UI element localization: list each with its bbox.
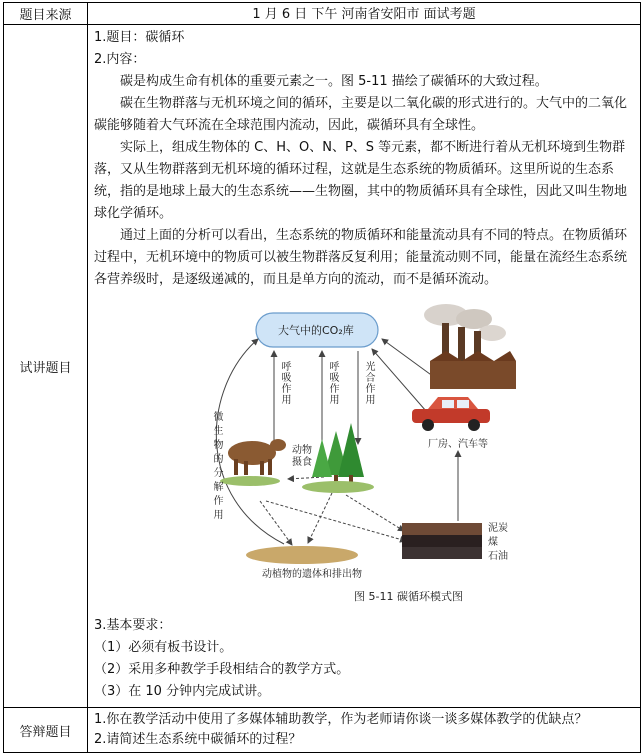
fuel-label-peat: 泥炭 bbox=[488, 523, 508, 534]
atmosphere-label: 大气中的CO₂库 bbox=[278, 324, 354, 337]
defense-question-1: 1.你在教学活动中使用了多媒体辅助教学，作为老师请你谈一谈多媒体教学的优缺点？ bbox=[94, 712, 588, 727]
animal-remains-arrow bbox=[260, 501, 292, 545]
animal-fuel-arrow bbox=[266, 501, 406, 541]
content-label: 2.内容： bbox=[94, 52, 146, 67]
respiration-label-1: 呼吸作用 bbox=[279, 361, 290, 405]
remains-pile bbox=[246, 546, 358, 564]
respiration-label-2: 呼吸作用 bbox=[327, 361, 338, 405]
defense-content-cell bbox=[88, 708, 641, 753]
remains-label: 动植物的遗体和排出物 bbox=[262, 569, 362, 580]
paragraph-3: 实际上，组成生物体的 C、H、O、N、P、S 等元素，都不断进行着从无机环境到生物群落，又从生物群落到无机环境的循环过程，这就是生态系统的物质循环。这里所说的生态系统，指的是地球上最大的生态系统——生物圈，其中的物质循环具有全球性，因此又叫生物地球化学循环。 bbox=[94, 140, 628, 221]
source-value: 1 月 6 日 下午 河南省安阳市 面试考题 bbox=[88, 3, 641, 25]
factory-arrow bbox=[382, 339, 434, 377]
paragraph-2: 碳在生物群落与无机环境之间的循环，主要是以二氧化碳的形式进行的。大气中的二氧化碳能够随着大气环流在全球范围内流动，因此，碳循环具有全球性。 bbox=[94, 96, 628, 133]
requirement-2: （2）采用多种教学手段相结合的教学方式。 bbox=[94, 662, 350, 677]
defense-question-2: 2.请简述生态系统中碳循环的过程？ bbox=[94, 732, 302, 747]
animal-eating-label: 动物摄食 bbox=[292, 445, 312, 468]
exam-sheet-table bbox=[3, 2, 641, 753]
plant-remains-arrow bbox=[308, 493, 332, 543]
animal-eating-arrow bbox=[288, 477, 324, 479]
paragraph-4: 通过上面的分析可以看出，生态系统的物质循环和能量流动具有不同的特点。在物质循环过程中，无机环境中的物质可以被生物群落反复利用；能量流动则不同，能量在流经生态系统各营养级时，是逐级递减的，而且是单方向的流动，而不是循环流动。 bbox=[94, 228, 628, 287]
factory-label: 厂房、汽车等 bbox=[428, 439, 488, 450]
car-icon bbox=[412, 397, 490, 431]
carbon-cycle-diagram bbox=[206, 299, 526, 611]
carbon-cycle-svg bbox=[206, 299, 526, 611]
car-arrow bbox=[372, 349, 426, 411]
requirement-1: （1）必须有板书设计。 bbox=[94, 640, 233, 655]
factory-icon bbox=[424, 304, 516, 389]
plant-fuel-arrow bbox=[346, 495, 404, 531]
cow-icon bbox=[220, 439, 286, 486]
defense-label: 答辩题目 bbox=[4, 708, 88, 753]
fuel-label-oil: 石油 bbox=[488, 551, 508, 562]
figure-caption: 图 5-11 碳循环模式图 bbox=[354, 590, 463, 603]
source-label: 题目来源 bbox=[4, 3, 88, 25]
header-row bbox=[4, 3, 641, 25]
topic-line: 1.题目：碳循环 bbox=[94, 30, 185, 45]
defense-row bbox=[4, 708, 641, 753]
fuel-layers bbox=[402, 523, 482, 559]
trial-content-cell bbox=[88, 25, 641, 708]
trial-row bbox=[4, 25, 641, 708]
decomposition-label: 微生物的分解作用 bbox=[211, 411, 222, 523]
requirement-3: （3）在 10 分钟内完成试讲。 bbox=[94, 684, 271, 699]
photosynthesis-label: 光合作用 bbox=[363, 361, 374, 405]
fuel-label-coal: 煤 bbox=[488, 537, 498, 548]
trial-label: 试讲题目 bbox=[4, 25, 88, 708]
paragraph-1: 碳是构成生命有机体的重要元素之一。图 5-11 描绘了碳循环的大致过程。 bbox=[120, 74, 548, 89]
requirements-label: 3.基本要求： bbox=[94, 618, 172, 633]
